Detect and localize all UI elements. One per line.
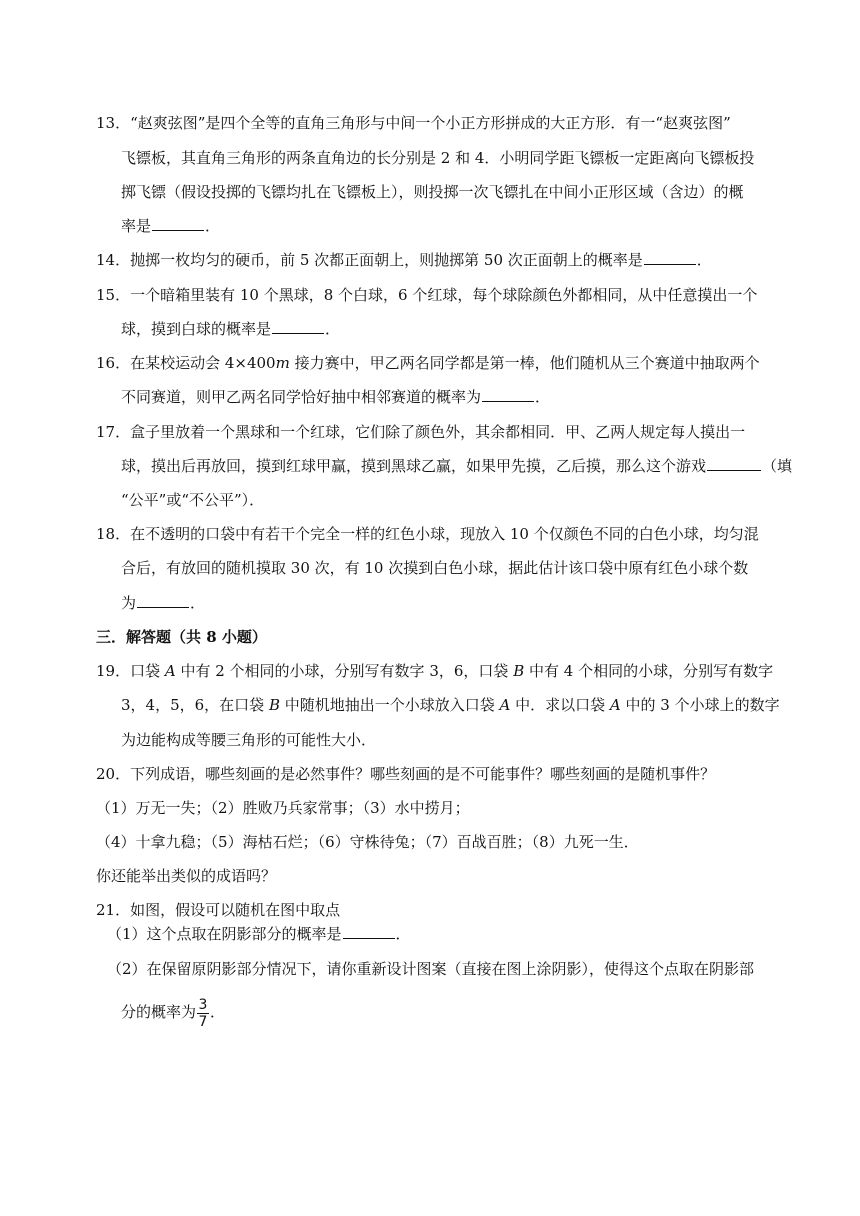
q14-text-end: ． <box>696 251 712 269</box>
section-heading <box>96 627 267 647</box>
q15-line-1 <box>96 285 757 305</box>
q13-text-2: 飞镖板，其直角三角形的两条直角边的长分别是 2 和 4．小明同学距飞镖板一定距离向飞镖板投 <box>121 149 755 167</box>
q16-answer-blank[interactable] <box>482 387 534 402</box>
q21-text-4b: ． <box>210 1003 226 1021</box>
q13-answer-blank[interactable] <box>152 216 204 231</box>
q14-line <box>96 250 712 270</box>
q20-line-2 <box>96 798 470 818</box>
q15-answer-blank[interactable] <box>272 319 324 334</box>
q17-answer-blank[interactable] <box>707 456 761 471</box>
q17-text-1: 17．盒子里放着一个黑球和一个红球，它们除了颜色外，其余都相同．甲、乙两人规定每人摸出一 <box>96 423 746 441</box>
q19-line-3 <box>121 730 376 750</box>
q20-line-4 <box>96 866 276 886</box>
q16-line-2 <box>121 387 550 407</box>
q15-line-2 <box>121 319 340 339</box>
q15-text-2a: 球，摸到白球的概率是 <box>121 320 272 338</box>
q21-line-2 <box>107 924 411 944</box>
q19-text-1a: 19．口袋 <box>96 662 165 680</box>
q19-text-1b: 中有 2 个相同的小球，分别写有数字 3，6，口袋 <box>175 662 514 680</box>
q15-text-1: 15．一个暗箱里装有 10 个黑球，8 个白球，6 个红球，每个球除颜色外都相同，从中任意摸出一个 <box>96 286 758 304</box>
q18-text-2: 合后，有放回的随机摸取 30 次，有 10 次摸到白色小球，据此估计该口袋中原有红色小球个数 <box>121 559 749 577</box>
q18-text-3a: 为 <box>121 594 137 612</box>
q19-text-2d: 中的 3 个小球上的数字 <box>620 696 780 714</box>
q19-text-3: 为边能构成等腰三角形的可能性大小． <box>121 731 377 749</box>
q17-line-1 <box>96 422 745 442</box>
fraction-three-sevenths <box>197 998 209 1029</box>
q18-line-3 <box>121 593 205 613</box>
q18-text-3b: ． <box>190 594 206 612</box>
q16-text-1a: 16．在某校运动会 4×400 <box>96 354 276 372</box>
q13-line-2 <box>121 148 754 168</box>
fraction-denominator: 7 <box>198 1013 208 1030</box>
q21-line-4 <box>121 996 226 1030</box>
q19-text-2a: 3，4，5，6，在口袋 <box>121 696 269 714</box>
q14-text: 14．抛掷一枚均匀的硬币，前 5 次都正面朝上，则抛掷第 50 次正面朝上的概率是 <box>96 251 643 269</box>
q13-text-4b: ． <box>205 217 221 235</box>
q17-text-2a: 球，摸出后再放回，摸到红球甲赢，摸到黑球乙赢，如果甲先摸，乙后摸，那么这个游戏 <box>121 457 707 475</box>
q18-line-2 <box>121 558 748 578</box>
q16-text-2b: ． <box>535 388 551 406</box>
q13-text-1: 13．“赵爽弦图”是四个全等的直角三角形与中间一个小正方形拼成的大正方形．有一“赵爽弦图” <box>96 114 731 132</box>
q21-text-1: 21．如图，假设可以随机在图中取点 <box>96 901 341 919</box>
q16-text-1b: 接力赛中，甲乙两名同学都是第一棒，他们随机从三个赛道中抽取两个 <box>289 354 760 372</box>
q13-text-3: 掷飞镖（假设投掷的飞镖均扎在飞镖板上），则投掷一次飞镖扎在中间小正形区域（含边）的概 <box>121 183 744 201</box>
section-heading-text: 三．解答题（共 8 小题） <box>96 628 267 646</box>
q19-bag-a: A <box>164 662 176 680</box>
q20-text-4: 你还能举出类似的成语吗？ <box>96 867 277 885</box>
q16-unit-m: m <box>275 354 290 372</box>
q19-line-2 <box>121 695 780 715</box>
q17-line-3 <box>121 490 264 510</box>
q19-line-1 <box>96 661 773 681</box>
q21-line-3 <box>107 959 754 979</box>
q21-text-4a: 分的概率为 <box>121 1003 197 1021</box>
q18-answer-blank[interactable] <box>137 593 189 608</box>
q13-text-4a: 率是 <box>121 217 152 235</box>
q19-bag-b: B <box>513 662 525 680</box>
q21-answer-blank[interactable] <box>343 924 395 939</box>
q15-text-2b: ． <box>325 320 341 338</box>
q19-text-2c: 中．求以口袋 <box>510 696 610 714</box>
q21-text-3: （2）在保留原阴影部分情况下，请你重新设计图案（直接在图上涂阴影），使得这个点取在阴影部 <box>107 960 755 978</box>
q17-text-3: “公平”或“不公平”）． <box>121 491 265 509</box>
q20-line-3 <box>96 832 639 852</box>
q13-line-4 <box>121 216 220 236</box>
q19-text-2b: 中随机地抽出一个小球放入口袋 <box>279 696 500 714</box>
fraction-numerator: 3 <box>198 996 208 1013</box>
q17-text-2b: （填 <box>762 457 793 475</box>
q13-line-3 <box>121 182 744 202</box>
q17-line-2 <box>121 456 792 476</box>
q16-text-2a: 不同赛道，则甲乙两名同学恰好抽中相邻赛道的概率为 <box>121 388 482 406</box>
q20-text-1: 20．下列成语，哪些刻画的是必然事件？哪些刻画的是不可能事件？哪些刻画的是随机事件？ <box>96 765 716 783</box>
q14-answer-blank[interactable] <box>644 250 696 265</box>
q18-text-1: 18．在不透明的口袋中有若干个完全一样的红色小球，现放入 10 个仅颜色不同的白色小球，均匀混 <box>96 525 759 543</box>
q19-bag-a-3: A <box>609 696 621 714</box>
q21-line-1 <box>96 900 340 920</box>
q16-line-1 <box>96 353 760 373</box>
q18-line-1 <box>96 524 759 544</box>
q20-line-1 <box>96 764 715 784</box>
q19-text-1c: 中有 4 个相同的小球，分别写有数字 <box>524 662 774 680</box>
q19-bag-a-2: A <box>499 696 511 714</box>
q20-text-3: （4）十拿九稳；（5）海枯石烂；（6）守株待兔；（7）百战百胜；（8）九死一生． <box>96 833 639 851</box>
q21-text-2b: ． <box>395 925 411 943</box>
q20-text-2: （1）万无一失；（2）胜败乃兵家常事；（3）水中捞月； <box>96 799 470 817</box>
q19-bag-b-2: B <box>268 696 280 714</box>
q13-line-1 <box>96 113 731 133</box>
q21-text-2a: （1）这个点取在阴影部分的概率是 <box>107 925 342 943</box>
